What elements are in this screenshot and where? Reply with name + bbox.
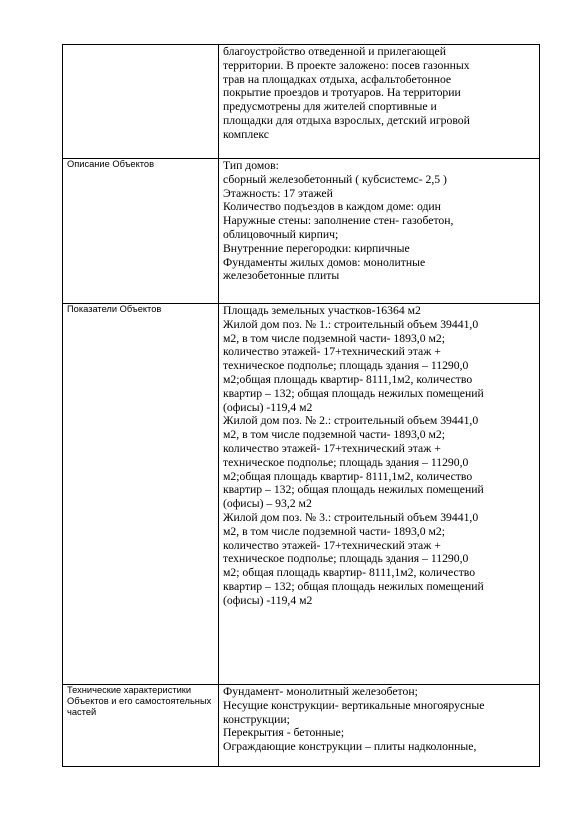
content-line: м2; общая площадь квартир- 8111,1м2, количество bbox=[223, 566, 476, 580]
content-line: квартир – 132; общая площадь нежилых помещений bbox=[223, 483, 484, 497]
content-line: техническое подполье; площадь здания – 11290,0 bbox=[223, 359, 469, 373]
content-line: количество этажей- 17+технический этаж + bbox=[223, 441, 441, 455]
content-line: квартир – 132; общая площадь нежилых помещений bbox=[223, 579, 484, 593]
content-line: квартир – 132; общая площадь нежилых помещений bbox=[223, 386, 484, 400]
table-row bbox=[63, 159, 540, 304]
content-line: Перекрытия - бетонные; bbox=[223, 726, 345, 740]
content-line: Фундаменты жилых домов: монолитные bbox=[223, 255, 426, 269]
objects-table bbox=[62, 44, 540, 767]
row-label bbox=[63, 45, 219, 159]
content-line: Несущие конструкции- вертикальные многоярусные bbox=[223, 698, 485, 712]
content-line: количество этажей- 17+технический этаж + bbox=[223, 538, 441, 552]
content-line: Ограждающие конструкции – плиты надколонные, bbox=[223, 740, 477, 754]
content-line: Жилой дом поз. № 1.: строительный объем 39441,0 bbox=[223, 317, 479, 331]
content-line: Жилой дом поз. № 3.: строительный объем 39441,0 bbox=[223, 510, 479, 524]
content-line: м2;общая площадь квартир- 8111,1м2, количество bbox=[223, 469, 473, 483]
content-line: Жилой дом поз. № 2.: строительный объем 39441,0 bbox=[223, 414, 479, 428]
content-line: Площадь земельных участков-16364 м2 bbox=[223, 304, 421, 317]
content-line: м2, в том числе подземной части- 1893,0 м2; bbox=[223, 428, 445, 442]
row-content bbox=[219, 304, 540, 685]
table-row bbox=[63, 304, 540, 685]
content-line: м2, в том числе подземной части- 1893,0 м2; bbox=[223, 331, 445, 345]
content-line: техническое подполье; площадь здания – 11290,0 bbox=[223, 455, 469, 469]
content-line: Тип домов: bbox=[223, 159, 279, 172]
row-label: Описание Объектов bbox=[63, 159, 219, 304]
table-row bbox=[63, 685, 540, 767]
content-line: Этажность: 17 этажей bbox=[223, 186, 333, 200]
content-line: территории. В проекте заложено: посев газонных bbox=[223, 58, 470, 72]
content-line: (офисы) -119,4 м2 bbox=[223, 400, 313, 414]
content-line: Наружные стены: заполнение стен- газобетон, bbox=[223, 214, 454, 228]
row-content bbox=[219, 685, 540, 767]
content-line: комплекс bbox=[223, 127, 269, 141]
content-line: железобетонные плиты bbox=[223, 269, 340, 283]
content-line: сборный железобетонный ( кубсистемс- 2,5 ) bbox=[223, 172, 447, 186]
content-line: (офисы) -119,4 м2 bbox=[223, 593, 313, 607]
content-line: покрытие проездов и тротуаров. На территории bbox=[223, 86, 461, 100]
content-line: конструкции; bbox=[223, 712, 290, 726]
content-line: облицовочный кирпич; bbox=[223, 227, 339, 241]
table-row bbox=[63, 45, 540, 159]
content-line: благоустройство отведенной и прилегающей bbox=[223, 45, 446, 58]
content-line: количество этажей- 17+технический этаж + bbox=[223, 345, 441, 359]
content-line: м2, в том числе подземной части- 1893,0 м2; bbox=[223, 524, 445, 538]
content-line: трав на площадках отдыха, асфальтобетонное bbox=[223, 72, 452, 86]
content-line: Фундамент- монолитный железобетон; bbox=[223, 685, 418, 698]
row-label: Технические характеристики Объектов и его самостоятельных частей bbox=[63, 685, 219, 767]
content-line: площадки для отдыха взрослых, детский игровой bbox=[223, 113, 470, 127]
row-label: Показатели Объектов bbox=[63, 304, 219, 685]
row-content bbox=[219, 45, 540, 159]
content-line: техническое подполье; площадь здания – 11290,0 bbox=[223, 552, 469, 566]
content-line: Количество подъездов в каждом доме: один bbox=[223, 200, 441, 214]
content-line: м2;общая площадь квартир- 8111,1м2, количество bbox=[223, 372, 473, 386]
content-line: (офисы) – 93,2 м2 bbox=[223, 497, 312, 511]
content-line: Внутренние перегородки: кирпичные bbox=[223, 241, 410, 255]
row-content bbox=[219, 159, 540, 304]
content-line: предусмотрены для жителей спортивные и bbox=[223, 100, 437, 114]
